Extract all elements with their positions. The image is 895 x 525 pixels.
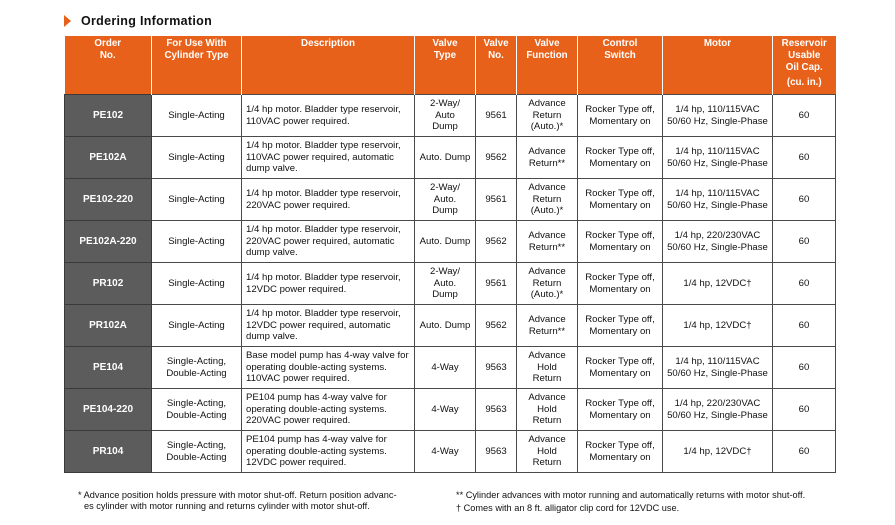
cell-line: Dump xyxy=(432,121,458,133)
footnote-dagger: † Comes with an 8 ft. alligator clip cord for 12VDC use. xyxy=(456,503,680,513)
valve-type-cell xyxy=(415,305,476,347)
cell-line: Momentary on xyxy=(589,283,651,295)
cell-line: 1/4 hp, 110/115VAC xyxy=(675,146,760,157)
column-header-line: Valve xyxy=(432,38,458,49)
description-cell xyxy=(242,347,415,389)
valve-no-cell: 9562 xyxy=(476,137,517,179)
cell-line: Single-Acting xyxy=(168,109,225,121)
cell-line: Return xyxy=(532,373,562,385)
cell-line: 1/4 hp motor. Bladder type reservoir, xyxy=(246,308,401,320)
cell-line: Momentary on xyxy=(589,409,651,421)
arrow-bullet-icon xyxy=(64,15,71,27)
control-switch-cell xyxy=(578,263,663,305)
cell-line: Single-Acting, xyxy=(166,440,227,451)
cell-line: 50/60 Hz, Single-Phase xyxy=(667,115,768,127)
cell-line: 1/4 hp, 110/115VAC xyxy=(675,356,760,367)
cell-line: operating double-acting systems. xyxy=(246,361,387,373)
description-cell xyxy=(242,95,415,137)
order-cell: PR104 xyxy=(65,431,152,473)
control-switch-cell xyxy=(578,431,663,473)
column-header-line: Cylinder Type xyxy=(164,50,229,61)
valve-no-cell: 9561 xyxy=(476,179,517,221)
cell-line: 50/60 Hz, Single-Phase xyxy=(667,367,768,379)
cylinder-cell xyxy=(152,305,242,347)
section-heading xyxy=(64,10,212,32)
control-switch-cell xyxy=(578,389,663,431)
cell-line: Advance xyxy=(528,434,566,446)
motor-cell xyxy=(663,95,773,137)
cell-line: 220VAC power required. xyxy=(246,415,351,427)
control-switch-cell xyxy=(578,137,663,179)
column-header-line: Switch xyxy=(604,50,636,61)
cell-line: Advance xyxy=(528,314,566,325)
cell-line: Auto xyxy=(435,109,455,121)
cell-line: Return** xyxy=(528,325,566,337)
cell-line: 1/4 hp, 12VDC† xyxy=(683,277,752,289)
cell-line: Return xyxy=(532,457,562,469)
cell-line: Momentary on xyxy=(589,451,651,463)
table-row xyxy=(65,305,836,347)
cell-line: Momentary on xyxy=(589,367,651,379)
valve-function-cell xyxy=(517,95,578,137)
column-header-line: Valve xyxy=(483,38,509,49)
control-switch-cell xyxy=(578,305,663,347)
cell-line: 50/60 Hz, Single-Phase xyxy=(667,241,768,253)
cell-line: Rocker Type off, xyxy=(585,314,655,325)
cell-line: operating double-acting systems. xyxy=(246,445,387,457)
cell-line: Single-Acting, xyxy=(166,398,227,409)
cell-line: Momentary on xyxy=(589,157,651,169)
cell-line: Auto. xyxy=(433,193,457,205)
cell-line: 12VDC power required. xyxy=(246,283,347,295)
description-cell xyxy=(242,221,415,263)
order-cell: PE102A xyxy=(65,137,152,179)
valve-function-cell xyxy=(517,305,578,347)
cell-line: 4-Way xyxy=(431,361,459,373)
cell-line: dump valve. xyxy=(246,331,298,343)
cell-line: Auto. Dump xyxy=(419,235,471,247)
valve-type-cell xyxy=(415,95,476,137)
cell-line: Single-Acting xyxy=(168,193,225,205)
column-header-valve-function xyxy=(517,36,578,95)
cell-line: Double-Acting xyxy=(166,367,227,379)
cell-line: Return xyxy=(532,193,562,205)
valve-no-cell: 9563 xyxy=(476,431,517,473)
cell-line: Hold xyxy=(537,361,557,373)
cell-line: (Auto.)* xyxy=(530,289,564,301)
cell-line: Hold xyxy=(537,403,557,415)
cell-line: Return xyxy=(532,415,562,427)
column-header-cylinder-type xyxy=(152,36,242,95)
cell-line: Dump xyxy=(432,205,458,217)
valve-type-cell xyxy=(415,137,476,179)
cylinder-cell xyxy=(152,263,242,305)
cell-line: 110VAC power required, automatic xyxy=(246,151,394,163)
cell-line: Single-Acting xyxy=(168,319,225,331)
motor-cell xyxy=(663,305,773,347)
column-header-line: Oil Cap. xyxy=(785,62,823,73)
cell-line: Rocker Type off, xyxy=(585,398,655,409)
cell-line: 1/4 hp, 110/115VAC xyxy=(675,188,760,199)
column-header-motor xyxy=(663,36,773,95)
cell-line: 50/60 Hz, Single-Phase xyxy=(667,157,768,169)
cell-line: dump valve. xyxy=(246,163,298,175)
column-header-line: Type xyxy=(433,50,457,61)
cell-line: Double-Acting xyxy=(166,451,227,463)
cell-line: Rocker Type off, xyxy=(585,356,655,367)
order-cell: PR102A xyxy=(65,305,152,347)
control-switch-cell xyxy=(578,95,663,137)
description-cell xyxy=(242,179,415,221)
column-header-control-switch xyxy=(578,36,663,95)
cell-line: Advance xyxy=(528,146,566,157)
valve-type-cell xyxy=(415,347,476,389)
cell-line: Rocker Type off, xyxy=(585,146,655,157)
cell-line: 110VAC power required. xyxy=(246,115,350,127)
cell-line: 110VAC power required. xyxy=(246,373,350,385)
cell-line: Double-Acting xyxy=(166,409,227,421)
column-header-line: Motor xyxy=(703,38,732,49)
cell-line: 2-Way/ xyxy=(429,266,461,278)
motor-cell xyxy=(663,347,773,389)
column-header-line: Description xyxy=(301,38,355,49)
control-switch-cell xyxy=(578,221,663,263)
valve-function-cell xyxy=(517,263,578,305)
capacity-cell: 60 xyxy=(773,179,836,221)
cell-line: PE104 pump has 4-way valve for xyxy=(246,434,387,446)
order-cell: PE102A-220 xyxy=(65,221,152,263)
cell-line: Auto. Dump xyxy=(419,151,471,163)
column-header-valve-type xyxy=(415,36,476,95)
cell-line: Single-Acting xyxy=(168,235,225,247)
cell-line: Rocker Type off, xyxy=(585,272,655,283)
valve-no-cell: 9563 xyxy=(476,347,517,389)
table-header-row xyxy=(65,36,836,95)
motor-cell xyxy=(663,221,773,263)
motor-cell xyxy=(663,263,773,305)
cell-line: Advance xyxy=(528,266,566,278)
valve-function-cell xyxy=(517,221,578,263)
cell-line: Auto. xyxy=(433,277,457,289)
motor-cell xyxy=(663,431,773,473)
cell-line: Return** xyxy=(528,157,566,169)
column-header-order-no xyxy=(65,36,152,95)
valve-type-cell xyxy=(415,431,476,473)
table-row xyxy=(65,179,836,221)
cell-line: 1/4 hp motor. Bladder type reservoir, xyxy=(246,140,401,152)
table-row xyxy=(65,263,836,305)
control-switch-cell xyxy=(578,347,663,389)
cell-line: 2-Way/ xyxy=(429,182,461,194)
cell-line: Rocker Type off, xyxy=(585,440,655,451)
cylinder-cell xyxy=(152,347,242,389)
motor-cell xyxy=(663,389,773,431)
cell-line: Rocker Type off, xyxy=(585,104,655,115)
capacity-cell: 60 xyxy=(773,431,836,473)
cell-line: 50/60 Hz, Single-Phase xyxy=(667,409,768,421)
cell-line: PE104 pump has 4-way valve for xyxy=(246,392,387,404)
cell-line: 1/4 hp, 110/115VAC xyxy=(675,104,760,115)
control-switch-cell xyxy=(578,179,663,221)
capacity-cell: 60 xyxy=(773,221,836,263)
cell-line: 12VDC power required, automatic xyxy=(246,319,391,331)
valve-type-cell xyxy=(415,263,476,305)
cell-line: Return** xyxy=(528,241,566,253)
cell-line: 1/4 hp motor. Bladder type reservoir, xyxy=(246,188,401,199)
cell-line: 220VAC power required, automatic xyxy=(246,235,395,247)
valve-no-cell: 9561 xyxy=(476,263,517,305)
column-header-reservoir-capacity xyxy=(773,36,836,95)
cell-line: Momentary on xyxy=(589,325,651,337)
valve-function-cell xyxy=(517,179,578,221)
footnote-line: * Advance position holds pressure with motor shut-off. Return position advanc- xyxy=(78,490,397,500)
column-header-description xyxy=(242,36,415,95)
cell-line: 12VDC power required. xyxy=(246,457,347,469)
cell-line: Advance xyxy=(528,98,566,110)
column-header-line: Valve xyxy=(534,38,560,49)
capacity-cell: 60 xyxy=(773,95,836,137)
description-cell xyxy=(242,137,415,179)
footnote-line: es cylinder with motor running and returns cylinder with motor shut-off. xyxy=(84,501,370,511)
cell-line: 50/60 Hz, Single-Phase xyxy=(667,199,768,211)
cylinder-cell xyxy=(152,95,242,137)
valve-no-cell: 9562 xyxy=(476,305,517,347)
cell-line: Advance xyxy=(528,392,566,404)
description-cell xyxy=(242,305,415,347)
cell-line: Advance xyxy=(528,182,566,194)
cell-line: 1/4 hp, 12VDC† xyxy=(683,445,752,457)
cell-line: Hold xyxy=(537,445,557,457)
cell-line: Momentary on xyxy=(589,115,651,127)
description-cell xyxy=(242,389,415,431)
cell-line: 2-Way/ xyxy=(429,98,461,110)
section-title: Ordering Information xyxy=(81,14,212,28)
valve-type-cell xyxy=(415,179,476,221)
cell-line: Rocker Type off, xyxy=(585,230,655,241)
cell-line: Rocker Type off, xyxy=(585,188,655,199)
valve-function-cell xyxy=(517,389,578,431)
cell-line: 1/4 hp, 220/230VAC xyxy=(674,230,761,241)
cylinder-cell xyxy=(152,221,242,263)
valve-no-cell: 9563 xyxy=(476,389,517,431)
column-header-line: Reservoir xyxy=(781,38,827,49)
cell-line: 1/4 hp motor. Bladder type reservoir, xyxy=(246,272,401,283)
valve-function-cell xyxy=(517,431,578,473)
column-header-line: Function xyxy=(526,50,568,61)
capacity-cell: 60 xyxy=(773,389,836,431)
cell-line: 220VAC power required. xyxy=(246,199,351,211)
table-row xyxy=(65,137,836,179)
cell-line: dump valve. xyxy=(246,247,298,259)
table-body xyxy=(65,95,836,473)
cell-line: 4-Way xyxy=(431,445,459,457)
cell-line: 1/4 hp motor. Bladder type reservoir, xyxy=(246,104,401,115)
motor-cell xyxy=(663,179,773,221)
column-header-line: Control xyxy=(602,38,638,49)
column-header-line: No. xyxy=(99,50,116,61)
cell-line: Single-Acting xyxy=(168,277,225,289)
table-row xyxy=(65,389,836,431)
footnote-auto-dump: ** Cylinder advances with motor running and automatically returns with motor shut-off. xyxy=(456,490,806,500)
description-cell xyxy=(242,263,415,305)
column-header-line: Order xyxy=(94,38,122,49)
table-row xyxy=(65,347,836,389)
cell-line: Momentary on xyxy=(589,199,651,211)
column-header-valve-no xyxy=(476,36,517,95)
cell-line: Return xyxy=(532,277,562,289)
cell-line: Single-Acting xyxy=(168,151,225,163)
column-header-line: (cu. in.) xyxy=(786,77,822,88)
cell-line: Advance xyxy=(528,350,566,362)
cell-line: Dump xyxy=(432,289,458,301)
capacity-cell: 60 xyxy=(773,137,836,179)
cell-line: 1/4 hp, 220/230VAC xyxy=(674,398,761,409)
description-cell xyxy=(242,431,415,473)
cell-line: Single-Acting, xyxy=(166,356,227,367)
column-header-line: Usable xyxy=(788,50,821,61)
cell-line: Return xyxy=(532,109,562,121)
table-row xyxy=(65,95,836,137)
capacity-cell: 60 xyxy=(773,305,836,347)
cell-line: 1/4 hp, 12VDC† xyxy=(683,319,752,331)
valve-type-cell xyxy=(415,389,476,431)
cylinder-cell xyxy=(152,179,242,221)
valve-no-cell: 9562 xyxy=(476,221,517,263)
order-cell: PE102-220 xyxy=(65,179,152,221)
table-row xyxy=(65,221,836,263)
capacity-cell: 60 xyxy=(773,263,836,305)
cylinder-cell xyxy=(152,431,242,473)
cell-line: Base model pump has 4-way valve for xyxy=(246,350,409,362)
valve-function-cell xyxy=(517,137,578,179)
table-row xyxy=(65,431,836,473)
cell-line: 4-Way xyxy=(431,403,459,415)
cell-line: (Auto.)* xyxy=(530,121,564,133)
column-header-line: No. xyxy=(488,50,504,61)
cell-line: Advance xyxy=(528,230,566,241)
footnote-auto-return xyxy=(78,490,438,512)
cylinder-cell xyxy=(152,389,242,431)
order-cell: PE104-220 xyxy=(65,389,152,431)
order-cell: PR102 xyxy=(65,263,152,305)
cell-line: 1/4 hp motor. Bladder type reservoir, xyxy=(246,224,401,236)
order-cell: PE102 xyxy=(65,95,152,137)
cell-line: operating double-acting systems. xyxy=(246,403,387,415)
cylinder-cell xyxy=(152,137,242,179)
valve-function-cell xyxy=(517,347,578,389)
valve-no-cell: 9561 xyxy=(476,95,517,137)
valve-type-cell xyxy=(415,221,476,263)
column-header-line: For Use With xyxy=(166,38,227,49)
ordering-table xyxy=(64,36,836,473)
capacity-cell: 60 xyxy=(773,347,836,389)
cell-line: Momentary on xyxy=(589,241,651,253)
order-cell: PE104 xyxy=(65,347,152,389)
motor-cell xyxy=(663,137,773,179)
cell-line: (Auto.)* xyxy=(530,205,564,217)
cell-line: Auto. Dump xyxy=(419,319,471,331)
